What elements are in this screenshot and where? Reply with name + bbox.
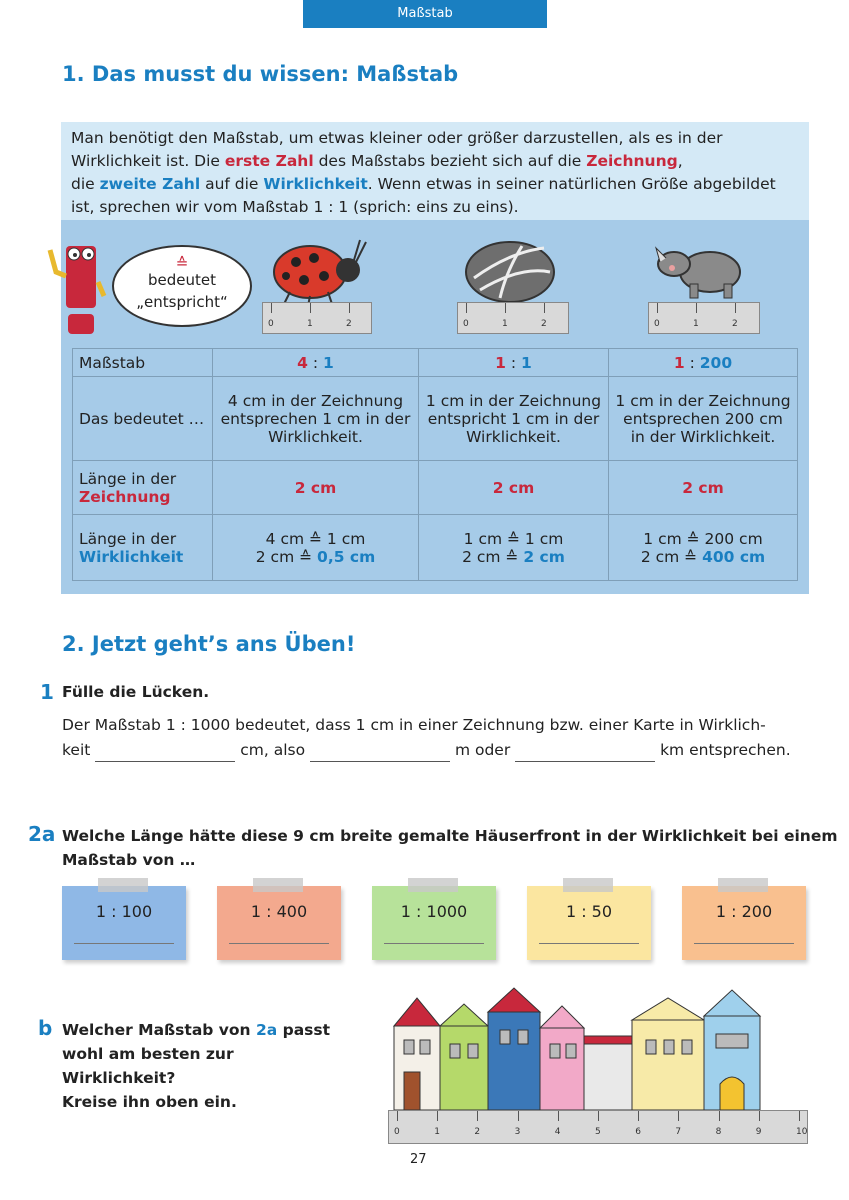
ruler-tick-label: 6: [635, 1127, 641, 1137]
table-cell: 4 cm in der Zeichnung entsprechen 1 cm in der Wirklichkeit.: [213, 377, 419, 461]
info-red-1: erste Zahl: [224, 152, 314, 170]
row-label: Das bedeutet …: [73, 377, 213, 461]
task2b-text: Welcher Maßstab von: [62, 1021, 256, 1039]
cell-highlight: 2 cm: [523, 547, 565, 566]
ruler-tick: [477, 1111, 478, 1121]
answer-line: [539, 943, 639, 944]
ruler-tick-label: 0: [654, 319, 660, 329]
answer-line: [74, 943, 174, 944]
table-cell: [419, 515, 609, 581]
ruler-tick-label: 2: [346, 319, 352, 329]
ruler-tick-label: 7: [675, 1127, 682, 1137]
info-box: [61, 122, 809, 220]
table-cell: [213, 515, 419, 581]
sticky-note-1-200[interactable]: [682, 886, 806, 960]
tape-decoration: [98, 878, 148, 892]
tape-decoration: [563, 878, 613, 892]
chapter-tab: Maßstab: [303, 0, 547, 28]
task1-number: 1: [40, 680, 54, 704]
table-row: [73, 349, 798, 377]
row-label-text: Länge in der: [79, 469, 177, 488]
cell-line: 2 cm ≙: [462, 547, 524, 566]
ruler-tick: [719, 1111, 720, 1121]
ruler-tick: [678, 1111, 679, 1121]
table-cell: [609, 349, 798, 377]
sticky-note-1-400[interactable]: [217, 886, 341, 960]
blank-m[interactable]: [310, 744, 450, 762]
scale-sep: :: [505, 353, 522, 372]
info-blue-1: zweite Zahl: [99, 175, 201, 193]
ruler-tick: [437, 1111, 438, 1121]
sticky-note-1-1000[interactable]: [372, 886, 496, 960]
ruler-tick-label: 8: [715, 1127, 722, 1137]
task2a-line1: Welche Länge hätte diese 9 cm breite gemalte Häuserfront in der Wirklichkeit bei einem: [62, 827, 838, 845]
row-label: [73, 515, 213, 581]
table-cell: [609, 515, 798, 581]
scale-table: [72, 348, 798, 581]
ruler-tick-label: 2: [474, 1127, 481, 1137]
ruler-tick-label: 1: [502, 319, 508, 329]
row-label-highlight: Wirklichkeit: [79, 547, 184, 566]
table-cell: 2 cm: [609, 461, 798, 515]
cell-line: 4 cm ≙ 1 cm: [265, 529, 366, 548]
ruler-rhino: [648, 302, 760, 334]
ruler-tick-label: 10: [796, 1127, 808, 1137]
ruler-tick: [638, 1111, 639, 1121]
ruler-tick: [598, 1111, 599, 1121]
ruler-tick: [397, 1111, 398, 1121]
scale-sep: :: [684, 353, 700, 372]
table-cell: [213, 349, 419, 377]
task2a-line2: Maßstab von …: [62, 851, 196, 869]
info-text: ,: [677, 152, 683, 170]
ruler-tick: [759, 1111, 760, 1121]
table-cell: 1 cm in der Zeichnung entspricht 1 cm in der Wirklichkeit.: [419, 377, 609, 461]
sticky-value: 1 : 100: [95, 902, 153, 921]
ruler-tick: [799, 1111, 800, 1121]
ruler-tick-label: 4: [554, 1127, 561, 1137]
task1-title: Fülle die Lücken.: [62, 683, 210, 701]
task2b-line1: [62, 1018, 330, 1042]
table-cell: 1 cm in der Zeichnung entsprechen 200 cm in der Wirklichkeit.: [609, 377, 798, 461]
ruler-tick-label: 2: [732, 319, 738, 329]
ruler-tick-label: 1: [307, 319, 313, 329]
ruler-tick-label: 0: [463, 319, 469, 329]
scale-drawing: 1: [673, 353, 685, 372]
scale-reality: 200: [699, 353, 733, 372]
ruler-stone: [457, 302, 569, 334]
task2b-line4: Kreise ihn oben ein.: [62, 1093, 237, 1111]
task1-text: m oder: [454, 741, 511, 759]
row-label: Maßstab: [73, 349, 213, 377]
task1-text-line1: Der Maßstab 1 : 1000 bedeutet, dass 1 cm in einer Zeichnung bzw. einer Karte in Wirklich-: [62, 716, 766, 734]
cell-line: 1 cm ≙ 200 cm: [643, 529, 763, 548]
scale-reality: 1: [521, 353, 532, 372]
sticky-value: 1 : 1000: [400, 902, 468, 921]
sticky-note-1-100[interactable]: [62, 886, 186, 960]
ruler-tick-label: 3: [514, 1127, 521, 1137]
ruler-tick-label: 1: [693, 319, 699, 329]
info-red-2: Zeichnung: [586, 152, 678, 170]
task2b-number: b: [38, 1016, 53, 1040]
bubble-line-1: bedeutet: [148, 271, 216, 289]
info-text: auf die: [200, 175, 264, 193]
corresponds-symbol: ≙: [175, 254, 189, 272]
cell-line: 2 cm ≙: [255, 547, 318, 566]
sticky-value: 1 : 200: [715, 902, 773, 921]
ruler-tick: [518, 1111, 519, 1121]
table-row: [73, 515, 798, 581]
ruler-tick-label: 5: [595, 1127, 601, 1137]
ruler-tick-label: 0: [268, 319, 274, 329]
cell-line: 2 cm ≙: [640, 547, 703, 566]
task2b-line2: wohl am besten zur: [62, 1045, 234, 1063]
section2-title: 2. Jetzt geht’s ans Üben!: [62, 632, 356, 656]
ruler-tick-label: 1: [434, 1127, 440, 1137]
cell-line: 1 cm ≙ 1 cm: [463, 529, 564, 548]
sticky-value: 1 : 400: [250, 902, 308, 921]
info-text: . Wenn etwas in seiner natürlichen Größe abgebildet ist, sprechen wir vom Maßstab 1 : 1 (sprich: eins zu eins).: [71, 175, 776, 216]
sticky-value: 1 : 50: [565, 902, 613, 921]
tape-decoration: [718, 878, 768, 892]
scale-drawing: 1: [495, 353, 506, 372]
table-row: [73, 461, 798, 515]
cell-highlight: 0,5 cm: [317, 547, 376, 566]
scale-drawing: 4: [297, 353, 308, 372]
house-front-icon: [390, 984, 764, 1112]
task2b-line3: Wirklichkeit?: [62, 1069, 176, 1087]
ruler-tick-label: 9: [755, 1127, 762, 1137]
task1-text: keit: [62, 741, 91, 759]
row-label-text: Länge in der: [79, 529, 177, 548]
cell-highlight: 400 cm: [702, 547, 766, 566]
row-label-highlight: Zeichnung: [79, 487, 171, 506]
page-number: 27: [410, 1152, 427, 1167]
bubble-line-2: „entspricht“: [136, 293, 228, 311]
info-blue-2: Wirklichkeit: [263, 175, 368, 193]
blank-cm[interactable]: [95, 744, 235, 762]
task2b-ref: 2a: [255, 1021, 278, 1039]
house-ruler: [388, 1110, 808, 1144]
tape-decoration: [253, 878, 303, 892]
speech-bubble: [112, 245, 252, 327]
table-row: [73, 377, 798, 461]
task2a-number: 2a: [28, 822, 56, 846]
task1-text: cm, also: [240, 741, 306, 759]
answer-line: [694, 943, 794, 944]
ruler-tick: [558, 1111, 559, 1121]
ruler-tick-label: 2: [541, 319, 547, 329]
sticky-note-1-50[interactable]: [527, 886, 651, 960]
info-text: Man benötigt den Maßstab, um etwas kleiner oder größer darzustellen, als es in der Wirklichkeit ist. Die: [71, 129, 723, 170]
table-cell: 2 cm: [419, 461, 609, 515]
scale-reality: 1: [323, 353, 334, 372]
info-text: die: [71, 175, 100, 193]
info-text: des Maßstabs bezieht sich auf die: [313, 152, 587, 170]
row-label: [73, 461, 213, 515]
task2b-text: passt: [277, 1021, 331, 1039]
answer-line: [384, 943, 484, 944]
answer-line: [229, 943, 329, 944]
blank-km[interactable]: [515, 744, 655, 762]
task1-text: km entsprechen.: [660, 741, 791, 759]
scale-sep: :: [307, 353, 324, 372]
task1-text-line2: [62, 738, 791, 762]
table-cell: [419, 349, 609, 377]
tape-decoration: [408, 878, 458, 892]
section1-title: 1. Das musst du wissen: Maßstab: [62, 62, 459, 86]
ruler-tick-label: 0: [394, 1127, 400, 1137]
exclamation-mascot-icon: [42, 232, 108, 336]
table-cell: 2 cm: [213, 461, 419, 515]
ruler-ladybug: [262, 302, 372, 334]
